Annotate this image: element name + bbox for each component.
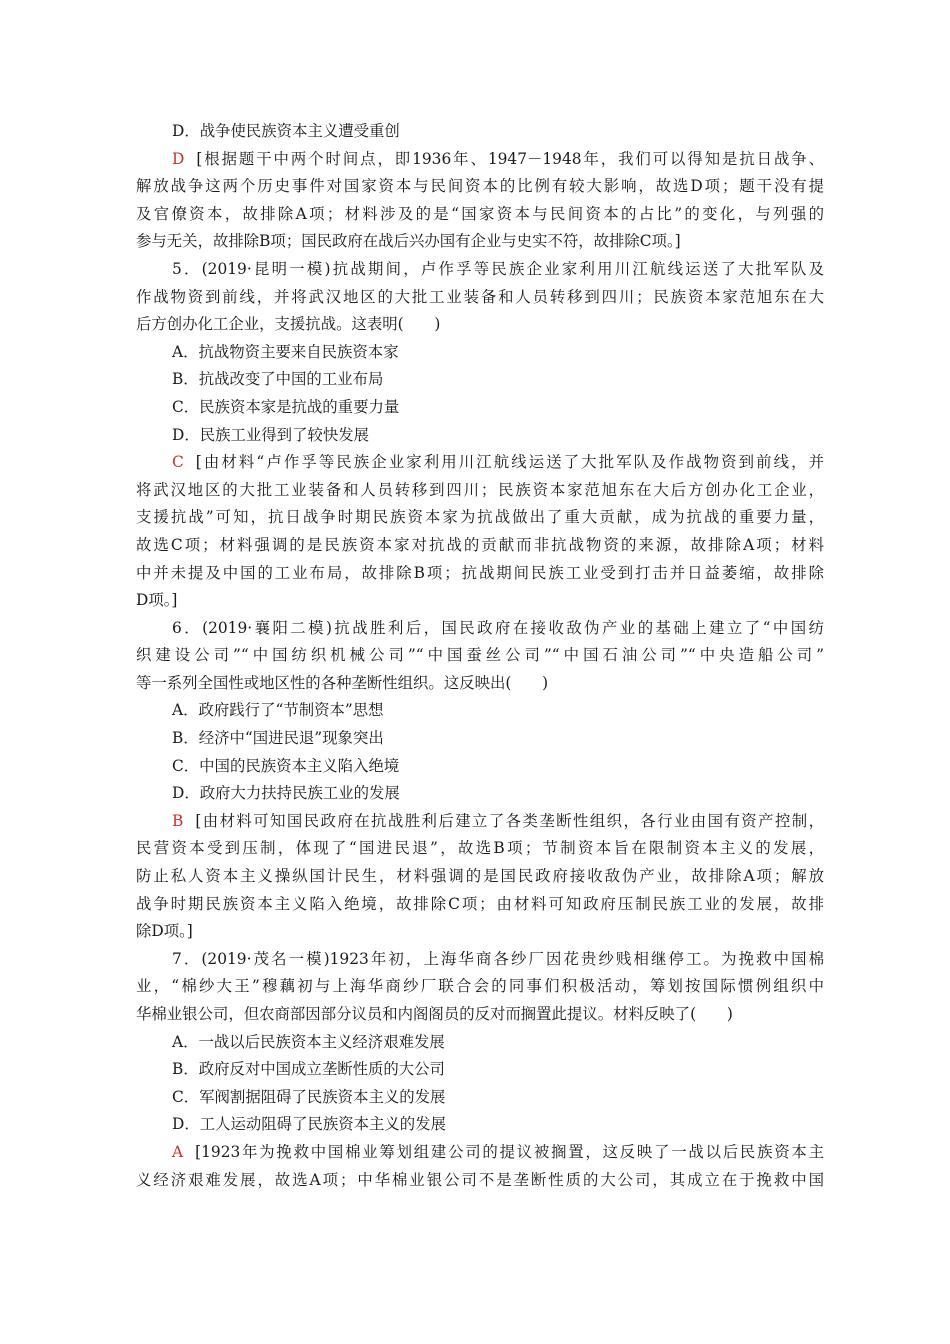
q5-answer-letter: C	[172, 453, 184, 472]
q4-explanation-line: 参与无关，故排除B项；国民政府在战后兴办国有企业与史实不符，故排除C项。]	[136, 232, 681, 251]
q5-option-a: A．抗战物资主要来自民族资本家	[172, 342, 399, 361]
q4-explanation-line: 及官僚资本，故排除A项；材料涉及的是“国家资本与民间资本的占比”的变化，与列强的	[136, 204, 824, 223]
q5-explanation-line: D项。]	[136, 591, 178, 610]
q7-stem-line: 7．(2019·茂名一模)1923年初，上海华商各纱厂因花贵纱贱相继停工。为挽救中国棉	[172, 949, 824, 968]
q6-answer-letter: B	[172, 811, 184, 830]
q7-stem-line: 业，“棉纱大王”穆藕初与上海华商纱厂联合会的同事们积极活动，筹划按国际惯例组织中	[136, 977, 824, 996]
q5-explanation-line: C [由材料“卢作孚等民族企业家利用川江航线运送了大批军队及作战物资到前线，并	[172, 453, 824, 472]
q6-explanation-line: B [由材料可知国民政府在抗战胜利后建立了各类垄断性组织，各行业由国有资产控制，	[172, 811, 824, 830]
q6-stem-line: 6．(2019·襄阳二模)抗战胜利后，国民政府在接收敌伪产业的基础上建立了“中国纺	[172, 618, 824, 637]
q4-explanation-line: 解放战争这两个历史事件对国家资本与民间资本的比例有较大影响，故选D项；题干没有提	[136, 177, 824, 196]
q7-answer-letter: A	[172, 1142, 184, 1161]
q6-option-a: A．政府践行了“节制资本”思想	[172, 701, 384, 720]
q6-option-d: D．政府大力扶持民族工业的发展	[172, 784, 400, 803]
q7-option-b: B．政府反对中国成立垄断性质的大公司	[172, 1060, 445, 1079]
q6-explanation-line: 民营资本受到压制，体现了“国进民退”，故选B项；节制资本旨在限制资本主义的发展，	[136, 839, 824, 858]
q4-option-d: D．战争使民族资本主义遭受重创	[172, 122, 400, 140]
q6-stem-line: 等一系列全国性或地区性的各种垄断性组织。这反映出( )	[136, 673, 549, 692]
q6-explanation-line: 战争时期民族资本主义陷入绝境，故排除C项；由材料可知政府压制民族工业的发展，故排	[136, 894, 824, 913]
q4-explanation-line: D [根据题干中两个时间点，即1936年、1947－1948年，我们可以得知是抗日战争、	[172, 149, 824, 168]
q6-explanation-line: 除D项。]	[136, 922, 193, 941]
q7-explanation-line: 义经济艰难发展，故选A项；中华棉业银公司不是垄断性质的大公司，其成立在于挽救中国	[136, 1170, 824, 1189]
q7-option-a: A．一战以后民族资本主义经济艰难发展	[172, 1032, 445, 1051]
q5-option-d: D．民族工业得到了较快发展	[172, 425, 370, 444]
q6-stem-line: 织建设公司”“中国纺织机械公司”“中国蚕丝公司”“中国石油公司”“中央造船公司”	[136, 646, 824, 665]
q5-explanation-line: 支援抗战”可知，抗日战争时期民族资本家为抗战做出了重大贡献，成为抗战的重要力量，	[136, 508, 824, 527]
q7-option-c: C．军阀割据阻碍了民族资本主义的发展	[172, 1087, 446, 1106]
q5-option-c: C．民族资本家是抗战的重要力量	[172, 397, 400, 416]
q4-answer-letter: D	[172, 149, 185, 168]
q6-explanation-line: 防止私人资本主义操纵国计民生，材料强调的是国民政府接收敌伪产业，故排除A项；解放	[136, 867, 824, 886]
q5-stem-line: 后方创办化工企业，支援抗战。这表明( )	[136, 315, 441, 334]
q5-explanation-line: 中并未提及中国的工业布局，故排除B项；抗战期间民族工业受到打击并日益萎缩，故排除	[136, 563, 824, 582]
q7-stem-line: 华棉业银公司，但农商部因部分议员和内阁阁员的反对而搁置此提议。材料反映了( )	[136, 1005, 733, 1023]
q5-option-b: B．抗战改变了中国的工业布局	[172, 370, 384, 389]
q6-option-c: C．中国的民族资本主义陷入绝境	[172, 756, 400, 775]
q5-stem-line: 作战物资到前线，并将武汉地区的大批工业装备和人员转移到四川；民族资本家范旭东在大	[136, 287, 824, 306]
q5-stem-line: 5．(2019·昆明一模)抗战期间，卢作孚等民族企业家利用川江航线运送了大批军队及	[172, 259, 824, 278]
q7-option-d: D．工人运动阻碍了民族资本主义的发展	[172, 1115, 446, 1134]
q7-explanation-line: A [1923年为挽救中国棉业筹划组建公司的提议被搁置，这反映了一战以后民族资本主	[172, 1142, 824, 1161]
q5-explanation-line: 将武汉地区的大批工业装备和人员转移到四川；民族资本家范旭东在大后方创办化工企业，	[136, 480, 824, 499]
page-content	[136, 118, 824, 1194]
q5-explanation-line: 故选C项；材料强调的是民族资本家对抗战的贡献而非抗战物资的来源，故排除A项；材料	[136, 535, 824, 554]
q6-option-b: B．经济中“国进民退”现象突出	[172, 729, 384, 748]
